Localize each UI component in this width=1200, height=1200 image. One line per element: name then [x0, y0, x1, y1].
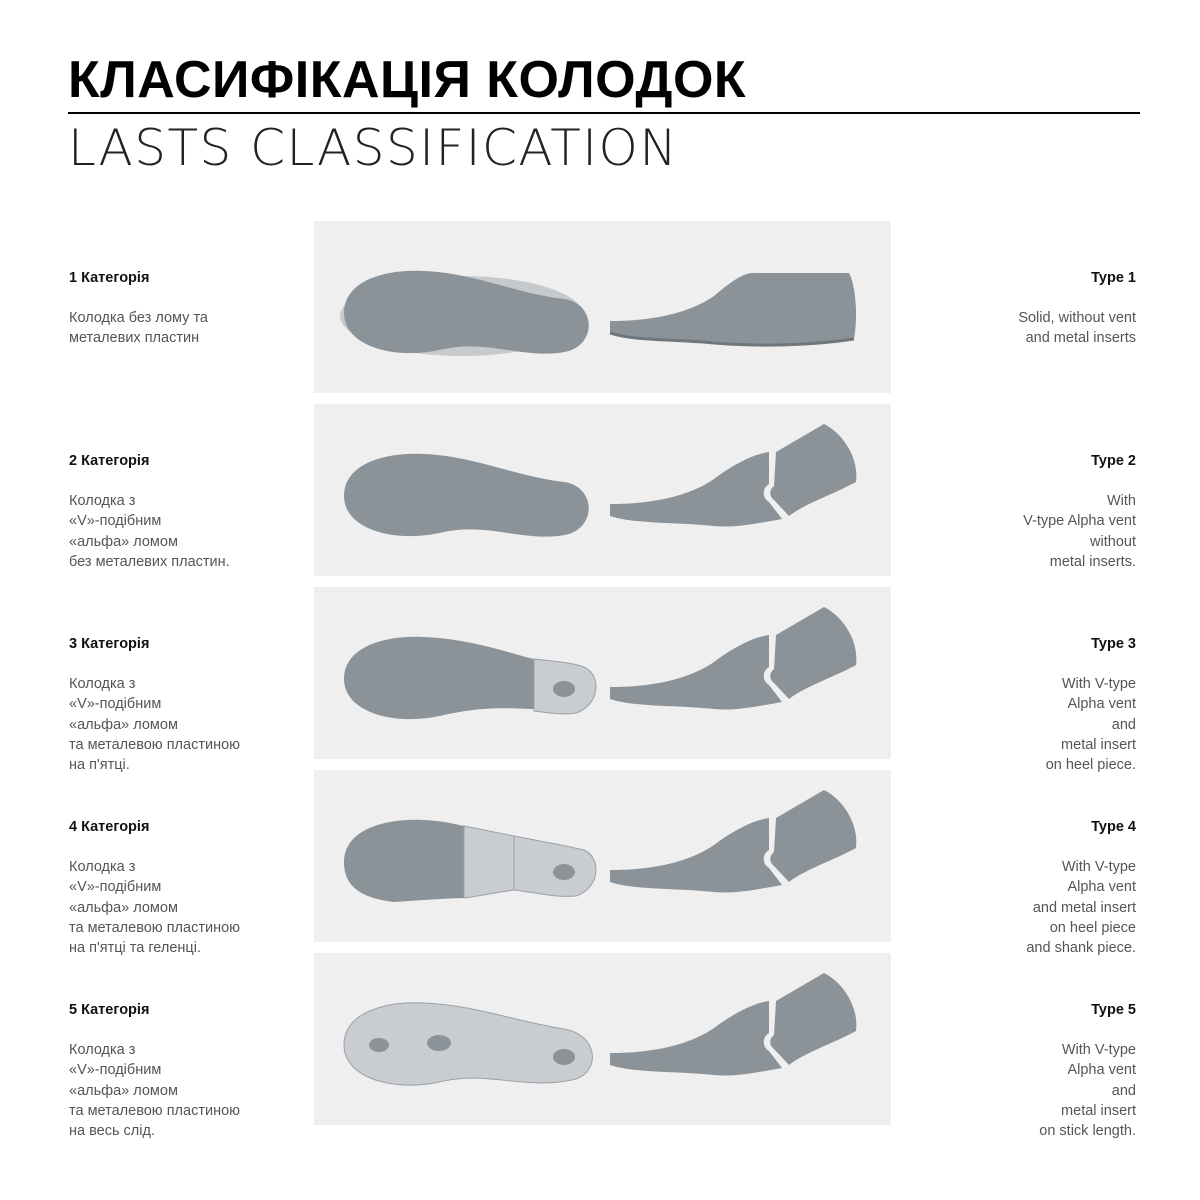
sole-view [344, 454, 589, 537]
en-type-title: Type 2 [1091, 453, 1136, 469]
ua-text-block [69, 268, 309, 349]
ua-text-block [69, 634, 309, 775]
last-illustration [314, 221, 891, 393]
heel-plate-hole [553, 681, 575, 697]
en-type-description: Solid, without vent and metal inserts [1018, 310, 1136, 347]
en-type-title: Type 1 [1091, 270, 1136, 286]
ua-category-description: Колодка з «V»-подібним «альфа» ломом без металевих пластин. [69, 493, 230, 570]
header [68, 52, 1140, 176]
ua-category-title: 5 Категорія [69, 1002, 150, 1018]
en-type-description: With V-type Alpha vent and metal insert on heel piece. [1045, 676, 1136, 774]
last-image-panel [314, 404, 891, 576]
title-divider [68, 112, 1140, 114]
side-view-front [610, 1001, 782, 1076]
ua-category-description: Колодка з «V»-подібним «альфа» ломом та металевою пластиною на весь слід. [69, 1042, 241, 1140]
en-type-description: With V-type Alpha vent and metal insert on heel piece and shank piece. [1026, 859, 1136, 957]
category-row-3 [0, 587, 1200, 774]
sole-view [344, 271, 589, 354]
last-image-panel [314, 587, 891, 759]
shank-metal-plate [464, 826, 514, 898]
ua-category-title: 4 Категорія [69, 819, 150, 835]
last-image-panel [314, 770, 891, 942]
side-view-heel [770, 424, 856, 516]
title-ukrainian: КЛАСИФІКАЦІЯ КОЛОДОК [68, 51, 747, 109]
last-image-panel [314, 953, 891, 1125]
ua-text-block [69, 451, 309, 572]
ua-text-block [69, 817, 309, 958]
last-image-panel [314, 221, 891, 393]
en-text-block [896, 1000, 1136, 1141]
side-view [610, 273, 856, 345]
en-type-description: With V-type Alpha vent without metal inserts. [1023, 493, 1136, 570]
side-view-front [610, 452, 782, 527]
en-type-description: With V-type Alpha vent and metal insert on stick length. [1039, 1042, 1136, 1140]
plate-hole-heel [553, 1049, 575, 1065]
ua-category-title: 1 Категорія [69, 270, 150, 286]
en-type-title: Type 4 [1091, 819, 1136, 835]
category-row-1 [0, 221, 1200, 393]
en-text-block [896, 634, 1136, 775]
side-view-heel [770, 607, 856, 699]
en-text-block [896, 268, 1136, 349]
category-row-2 [0, 404, 1200, 576]
plate-hole-front [369, 1038, 389, 1052]
ua-category-description: Колодка без лому та металевих пластин [69, 310, 208, 347]
ua-category-title: 3 Категорія [69, 636, 150, 652]
heel-metal-plate [514, 836, 596, 896]
plate-hole-middle [427, 1035, 451, 1051]
heel-plate-hole [553, 864, 575, 880]
sole-view [344, 820, 464, 902]
side-view-front [610, 635, 782, 710]
sole-view [344, 637, 534, 719]
last-illustration [314, 953, 891, 1125]
en-type-title: Type 5 [1091, 1002, 1136, 1018]
side-view-heel [770, 790, 856, 882]
side-view-heel [770, 973, 856, 1065]
ua-category-description: Колодка з «V»-подібним «альфа» ломом та металевою пластиною на п'ятці та геленці. [69, 859, 241, 957]
category-row-5 [0, 953, 1200, 1140]
last-illustration [314, 587, 891, 759]
side-view-front [610, 818, 782, 893]
last-illustration [314, 770, 891, 942]
en-text-block [896, 817, 1136, 958]
category-row-4 [0, 770, 1200, 957]
last-illustration [314, 404, 891, 576]
title-english: LASTS CLASSIFICATION [68, 119, 679, 177]
ua-text-block [69, 1000, 309, 1141]
ua-category-description: Колодка з «V»-подібним «альфа» ломом та металевою пластиною на п'ятці. [69, 676, 241, 774]
ua-category-title: 2 Категорія [69, 453, 150, 469]
en-text-block [896, 451, 1136, 572]
en-type-title: Type 3 [1091, 636, 1136, 652]
